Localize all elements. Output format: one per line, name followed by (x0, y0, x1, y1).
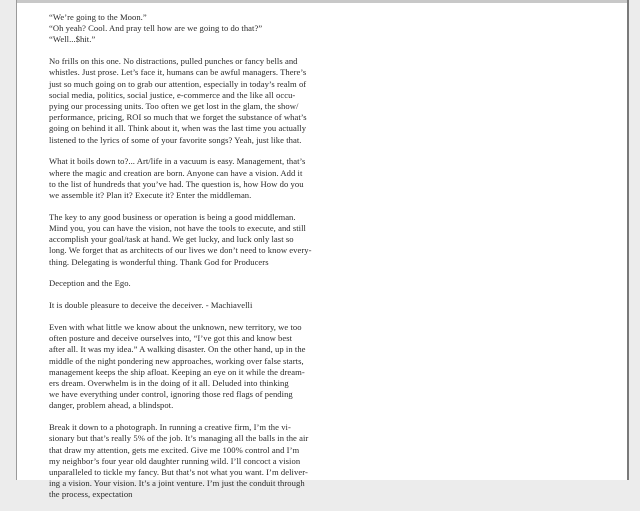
text-line: long. We forget that as architects of our lives we don’t need to know every- (49, 245, 312, 256)
page-top-edge (17, 0, 627, 3)
text-line: my neighbor’s four year old daughter running wild. I’ll concoct a vision (49, 455, 301, 466)
text-line: sionary but that’s really 5% of the job. It’s managing all the balls in the air (49, 433, 309, 444)
text-line: The key to any good business or operation is being a good middleman. (49, 211, 296, 222)
text-line: listened to the lyrics of some of your favorite songs? Yeah, just like that. (49, 134, 302, 145)
text-line: It is double pleasure to deceive the deceiver. - Machiavelli (49, 300, 253, 311)
paragraph (49, 56, 339, 146)
text-line: “Oh yeah? Cool. And pray tell how are we going to do that?” (49, 23, 263, 34)
text-line: “We’re going to the Moon.” (49, 12, 147, 22)
text-line: whistles. Just prose. Let’s face it, humans can be awful managers. There’s (49, 67, 307, 78)
paragraph (49, 212, 339, 268)
text-line: middle of the night pondering new approaches, working over false starts, (49, 355, 304, 366)
text-line: management keeps the ship afloat. Keeping an eye on it while the dream- (49, 366, 305, 377)
text-line: the process, expectation (49, 489, 133, 500)
document-body (49, 12, 339, 511)
text-line: just so much going on to grab our attention, especially in today’s realm of (49, 78, 307, 89)
text-line: often posture and deceive ourselves into, “I’ve got this and know best (49, 333, 293, 344)
text-line: that draw my attention, gets me excited. Give me 100% control and I’m (49, 444, 300, 455)
text-line: No frills on this one. No distractions, pulled punches or fancy bells and (49, 56, 298, 67)
text-line: unparalleled to tickle my fancy. But that’s not what you want. I’m deliver- (49, 467, 308, 478)
text-line: we assemble it? Plan it? Execute it? Enter the middleman. (49, 190, 252, 201)
text-line: Break it down to a photograph. In running a creative firm, I’m the vi- (49, 422, 291, 433)
text-line: Deception and the Ego. (49, 278, 131, 289)
paragraph (49, 422, 339, 500)
paragraph (49, 12, 339, 46)
text-line: pying our processing units. Too often we get lost in the glam, the show/ (49, 101, 299, 112)
text-line: Even with what little we know about the unknown, new territory, we too (49, 322, 302, 333)
paragraph (49, 300, 339, 311)
text-line: ers dream. Overwhelm is in the doing of it all. Deluded into thinking (49, 378, 289, 389)
text-line: danger, problem ahead, a blindspot. (49, 400, 174, 411)
text-line: going on behind it all. Think about it, when was the last time you actually (49, 123, 307, 134)
paragraph (49, 278, 339, 289)
document-page[interactable] (16, 0, 629, 500)
text-line: What it boils down to?... Art/life in a vacuum is easy. Management, that’s (49, 156, 306, 167)
text-line: accomplish your goal/task at hand. We get lucky, and luck only last so (49, 234, 294, 245)
text-line: Mind you, you can have the vision, not have the tools to execute, and still (49, 223, 306, 234)
text-line: after all. It was my idea.” A walking disaster. On the other hand, up in the (49, 344, 306, 355)
text-line: to the list of hundreds that you’ve had. The question is, how How do you (49, 178, 304, 189)
text-line: ing a vision. Your vision. It’s a joint venture. I’m just the conduit through (49, 478, 305, 489)
text-line: performance, pricing, ROI so much that we forget the substance of what’s (49, 112, 307, 123)
text-line: thing. Delegating is wonderful thing. Thank God for Producers (49, 256, 269, 267)
paragraph (49, 156, 339, 201)
text-line: we have everything under control, ignoring those red flags of pending (49, 389, 293, 400)
text-line: where the magic and creation are born. Anyone can have a vision. Add it (49, 167, 303, 178)
paragraph (49, 322, 339, 412)
text-line: “Well...$hit.” (49, 34, 96, 45)
text-line: social media, politics, social justice, e-commerce and the like all occu- (49, 89, 296, 100)
